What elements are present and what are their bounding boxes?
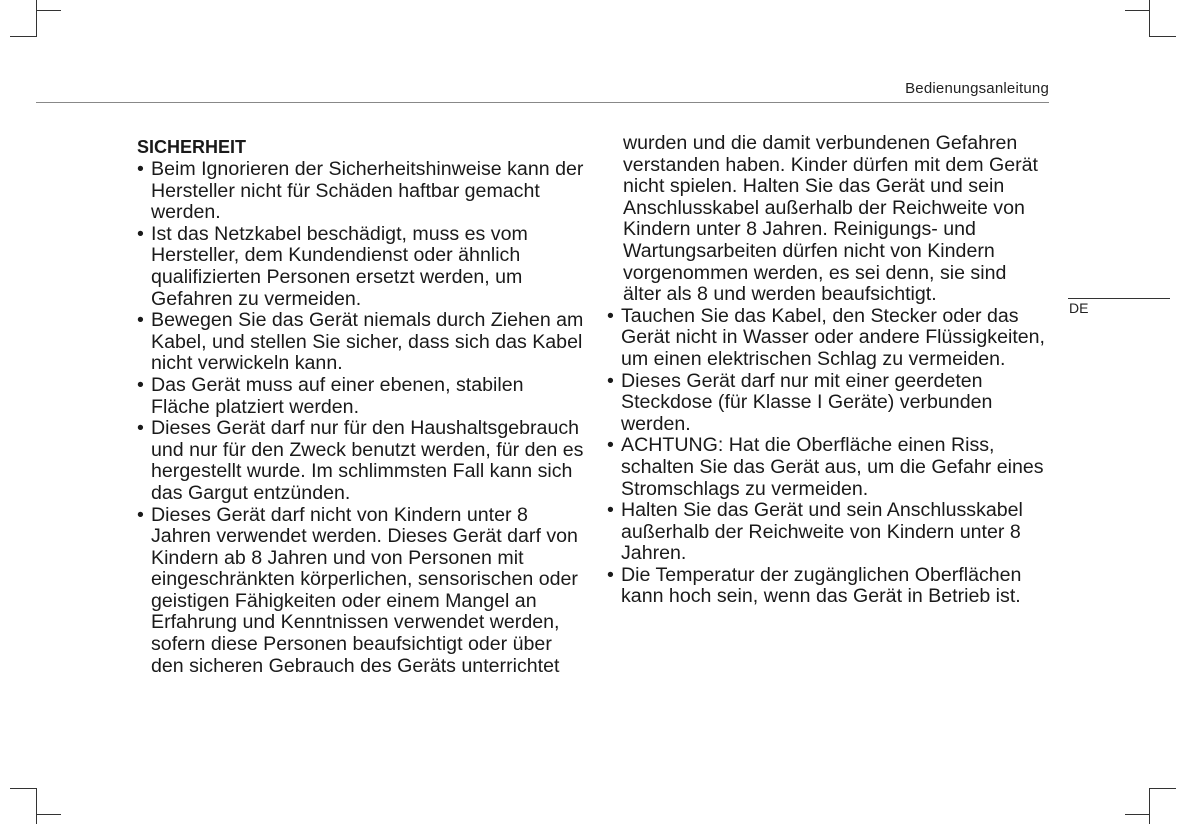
crop-mark-bottom-left-h2 xyxy=(37,814,61,815)
language-tab-divider xyxy=(1068,298,1170,299)
continued-paragraph: wurden und die damit verbundenen Gefahren verstanden haben. Kinder dürfen mit dem Gerät nicht spielen. Halten Sie das Gerät und sein Anschlusskabel außerhalb der Reichweite von Kindern unter 8 Jahren. Reinigungs- und Wartungsarbeiten dürfen nicht von Kindern vorgenommen werden, es sei denn, sie sind älter als 8 und werden beaufsichtigt. xyxy=(623,132,1038,306)
bullet-icon: • xyxy=(137,222,144,245)
crop-mark-top-left-h xyxy=(10,36,37,37)
bullet-icon: • xyxy=(137,373,144,396)
crop-mark-top-right-h2 xyxy=(1125,10,1149,11)
bullet-icon: • xyxy=(137,309,144,332)
list-item: • Das Gerät muss auf einer ebenen, stabilen Fläche platziert werden. xyxy=(137,373,524,418)
crop-mark-bottom-right-h2 xyxy=(1125,814,1149,815)
section-title: SICHERHEIT xyxy=(137,137,247,157)
list-item: • ACHTUNG: Hat die Oberfläche einen Riss, schalten Sie das Gerät aus, um die Gefahr eines Stromschlags zu vermeiden. xyxy=(607,434,1044,500)
bullet-icon: • xyxy=(607,434,614,457)
language-tab: DE xyxy=(1069,300,1089,316)
list-item: • Bewegen Sie das Gerät niemals durch Ziehen am Kabel, und stellen Sie sicher, dass sich das Kabel nicht verwickeln kann. xyxy=(137,309,584,375)
crop-mark-top-right-v xyxy=(1149,0,1150,36)
list-item: • Beim Ignorieren der Sicherheitshinweise kann der Hersteller nicht für Schäden haftbar gemacht werden. xyxy=(137,158,584,224)
bullet-icon: • xyxy=(137,158,144,180)
crop-mark-bottom-left-h xyxy=(10,788,37,789)
list-item: • Ist das Netzkabel beschädigt, muss es vom Hersteller, dem Kundendienst oder ähnlich qualifizierten Personen ersetzt werden, um Gefahren zu vermeiden. xyxy=(137,222,528,310)
header-divider xyxy=(36,102,1049,103)
right-column xyxy=(607,133,1047,608)
list-item: • Dieses Gerät darf nur für den Haushaltsgebrauch und nur für den Zweck benutzt werden, für den es hergestellt wurde. Im schlimmsten Fall kann sich das Gargut entzünden. xyxy=(137,417,584,504)
crop-mark-top-left-h2 xyxy=(37,10,61,11)
crop-mark-bottom-right-v xyxy=(1149,788,1150,824)
crop-mark-top-left-v xyxy=(36,0,37,36)
list-item: • Dieses Gerät darf nur mit einer geerdeten Steckdose (für Klasse I Geräte) verbunden werden. xyxy=(607,369,993,435)
list-item: • Die Temperatur der zugänglichen Oberflächen kann hoch sein, wenn das Gerät in Betrieb ist. xyxy=(607,563,1022,608)
bullet-icon: • xyxy=(137,503,144,526)
bullet-icon: • xyxy=(137,417,144,440)
bullet-icon: • xyxy=(607,304,614,327)
list-item: • Tauchen Sie das Kabel, den Stecker oder das Gerät nicht in Wasser oder andere Flüssigkeiten, um einen elektrischen Schlag zu vermeiden. xyxy=(607,304,1046,370)
list-item: • Halten Sie das Gerät und sein Anschlusskabel außerhalb der Reichweite von Kindern unter 8 Jahren. xyxy=(607,499,1023,565)
list-item: • Dieses Gerät darf nicht von Kindern unter 8 Jahren verwendet werden. Dieses Gerät darf von Kindern ab 8 Jahren und von Personen mit eingeschränkten körperlichen, sensorischen oder geistigen Fähigkeiten oder einem Mangel an Erfahrung und Kenntnissen verwendet werden, sofern diese Personen beaufsichtigt oder über den sicheren Gebrauch des Geräts unterrichtet xyxy=(137,503,578,677)
safety-list-right xyxy=(607,306,1047,608)
bullet-icon: • xyxy=(607,369,614,392)
safety-list-left xyxy=(137,159,587,677)
left-column xyxy=(137,133,587,677)
crop-mark-bottom-right-h xyxy=(1149,788,1176,789)
crop-mark-top-right-h xyxy=(1149,36,1176,37)
crop-mark-bottom-left-v xyxy=(36,788,37,824)
document-header-title: Bedienungsanleitung xyxy=(905,80,1049,97)
bullet-icon: • xyxy=(607,499,614,522)
bullet-icon: • xyxy=(607,563,614,586)
